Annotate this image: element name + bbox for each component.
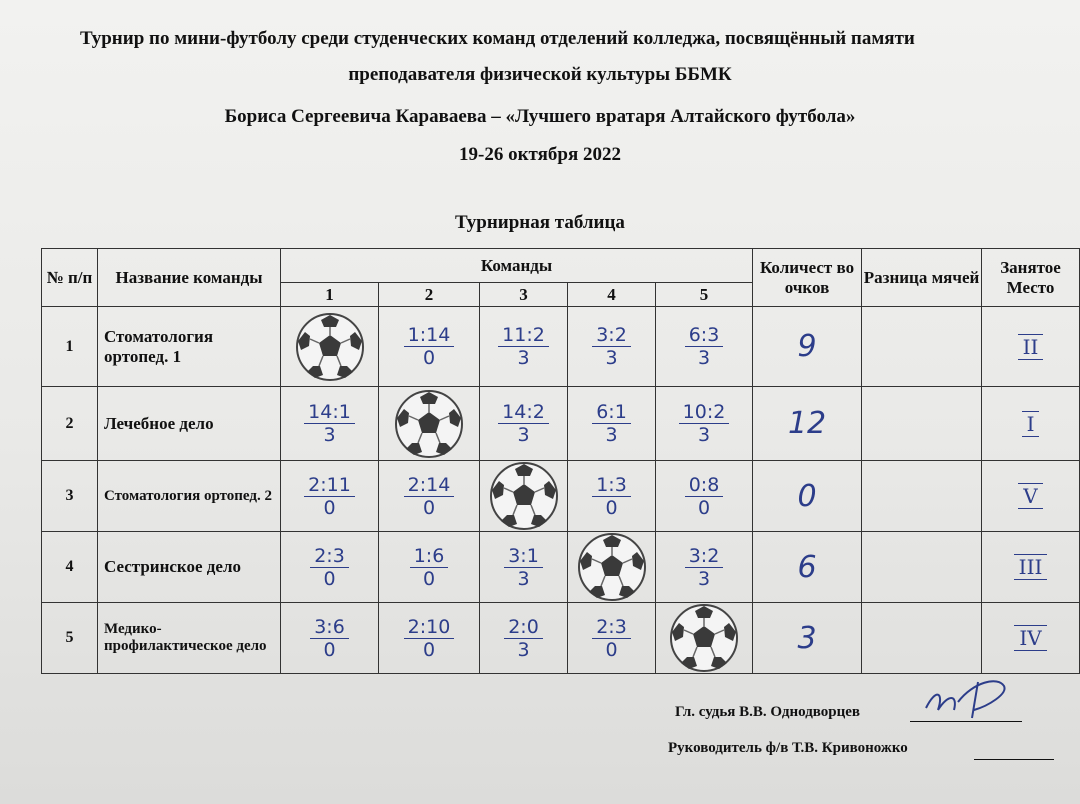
handwritten-signature-icon (918, 672, 1018, 722)
match-score: 11:2 (498, 324, 549, 347)
match-score: 3:6 (310, 616, 349, 639)
row-number: 3 (42, 461, 98, 532)
match-score: 2:10 (404, 616, 455, 639)
team-column-1: 1 (281, 283, 379, 307)
team-row (42, 387, 1080, 461)
goal-difference-cell (862, 603, 982, 674)
match-points: 0 (605, 638, 618, 661)
place-cell (982, 307, 1080, 387)
standings-rows (42, 307, 1080, 674)
match-result-cell (656, 307, 753, 387)
match-points: 0 (422, 347, 436, 369)
place-value: V (1018, 483, 1042, 509)
row-number: 5 (42, 603, 98, 674)
self-match-cell (281, 307, 379, 387)
match-score: 1:6 (410, 545, 449, 568)
self-match-cell (379, 387, 480, 461)
row-number: 1 (42, 307, 98, 387)
match-result-cell (568, 603, 656, 674)
match-points: 3 (605, 424, 618, 446)
match-result-cell (281, 461, 379, 532)
team-name: Медико-профилактическое дело (98, 603, 281, 674)
team-column-2: 2 (379, 283, 480, 307)
match-score: 14:1 (304, 401, 355, 424)
match-points: 3 (697, 567, 711, 590)
table-title: Турнирная таблица (455, 212, 625, 233)
match-score: 0:8 (685, 474, 724, 497)
team-row (42, 307, 1080, 387)
match-result-cell (568, 307, 656, 387)
soccer-ball-icon (577, 532, 647, 602)
tournament-title-line-2: преподавателя физической культуры ББМК (348, 64, 732, 85)
self-match-cell (656, 603, 753, 674)
total-points: 6 (797, 549, 817, 585)
sports-leader-signature-line: Руководитель ф/в Т.В. Кривоножко (668, 740, 908, 756)
place-value: I (1022, 411, 1040, 437)
match-result-cell (568, 461, 656, 532)
tournament-dates: 19-26 октября 2022 (459, 144, 621, 165)
match-points: 3 (697, 347, 711, 369)
place-value: II (1018, 334, 1044, 360)
match-result-cell (379, 307, 480, 387)
total-points: 3 (797, 620, 817, 656)
match-points: 0 (422, 638, 436, 661)
match-points: 3 (323, 424, 336, 446)
match-points: 0 (323, 496, 336, 519)
match-score: 1:14 (404, 324, 455, 347)
match-result-cell (656, 461, 753, 532)
header-number: № п/п (42, 249, 98, 307)
match-result-cell (379, 532, 480, 603)
goal-difference-cell (862, 387, 982, 461)
match-points: 3 (517, 638, 530, 661)
match-score: 2:0 (504, 616, 543, 639)
match-score: 3:2 (685, 545, 724, 568)
match-result-cell (656, 387, 753, 461)
soccer-ball-icon (489, 461, 559, 531)
goal-difference-cell (862, 307, 982, 387)
match-score: 2:14 (404, 474, 455, 497)
team-column-3: 3 (480, 283, 568, 307)
match-points: 3 (517, 424, 530, 446)
match-points: 0 (422, 567, 436, 590)
goal-difference-cell (862, 461, 982, 532)
place-value: IV (1014, 625, 1046, 651)
header-points: Количест во очков (753, 249, 862, 307)
match-result-cell (281, 603, 379, 674)
match-points: 3 (697, 424, 711, 446)
match-score: 6:1 (592, 401, 631, 424)
self-match-cell (568, 532, 656, 603)
header-teams: Команды (281, 249, 753, 283)
match-score: 2:3 (310, 545, 349, 568)
team-row (42, 461, 1080, 532)
match-points: 0 (605, 496, 618, 519)
header-goal-difference: Разница мячей (862, 249, 982, 307)
team-row (42, 603, 1080, 674)
place-cell (982, 387, 1080, 461)
signature-underline-leader (974, 759, 1054, 760)
match-result-cell (379, 461, 480, 532)
place-cell (982, 603, 1080, 674)
chief-judge-signature-line: Гл. судья В.В. Однодворцев (675, 704, 861, 720)
soccer-ball-icon (669, 603, 739, 673)
match-result-cell (480, 603, 568, 674)
points-cell (753, 603, 862, 674)
header-team-name: Название команды (98, 249, 281, 307)
row-number: 2 (42, 387, 98, 461)
match-result-cell (281, 532, 379, 603)
match-points: 0 (323, 638, 336, 661)
team-column-4: 4 (568, 283, 656, 307)
goal-difference-cell (862, 532, 982, 603)
match-points: 0 (422, 496, 436, 519)
team-name: Стоматология ортопед. 2 (98, 461, 281, 532)
points-cell (753, 307, 862, 387)
points-cell (753, 461, 862, 532)
points-cell (753, 387, 862, 461)
team-row (42, 532, 1080, 603)
tournament-title-line-3: Бориса Сергеевича Караваева – «Лучшего вратаря Алтайского футбола» (224, 106, 856, 127)
total-points: 12 (787, 406, 827, 441)
match-result-cell (480, 387, 568, 461)
match-score: 2:11 (304, 474, 355, 497)
match-score: 3:1 (504, 545, 543, 568)
match-result-cell (480, 307, 568, 387)
match-points: 0 (697, 496, 711, 519)
match-score: 2:3 (592, 616, 631, 639)
place-cell (982, 532, 1080, 603)
match-result-cell (656, 532, 753, 603)
match-score: 6:3 (685, 324, 724, 347)
match-score: 1:3 (592, 474, 631, 497)
total-points: 0 (797, 478, 817, 514)
match-result-cell (281, 387, 379, 461)
self-match-cell (480, 461, 568, 532)
soccer-ball-icon (394, 389, 464, 459)
tournament-title-line-1: Турнир по мини-футболу среди студенческих команд отделений колледжа, посвящённый памяти (80, 28, 915, 49)
team-name: Стоматология ортопед. 1 (98, 307, 281, 387)
match-score: 14:2 (498, 401, 549, 424)
place-value: III (1014, 554, 1048, 580)
header-place: Занятое Место (982, 249, 1080, 307)
match-points: 3 (517, 567, 530, 590)
match-score: 10:2 (679, 401, 730, 424)
match-points: 3 (517, 347, 530, 369)
team-column-5: 5 (656, 283, 753, 307)
place-cell (982, 461, 1080, 532)
soccer-ball-icon (295, 312, 365, 382)
row-number: 4 (42, 532, 98, 603)
standings-table (41, 248, 1080, 674)
match-score: 3:2 (592, 324, 631, 347)
match-points: 3 (605, 347, 618, 369)
match-result-cell (379, 603, 480, 674)
match-result-cell (568, 387, 656, 461)
match-points: 0 (323, 567, 336, 590)
total-points: 9 (797, 329, 817, 364)
team-name: Сестринское дело (98, 532, 281, 603)
match-result-cell (480, 532, 568, 603)
points-cell (753, 532, 862, 603)
team-name: Лечебное дело (98, 387, 281, 461)
